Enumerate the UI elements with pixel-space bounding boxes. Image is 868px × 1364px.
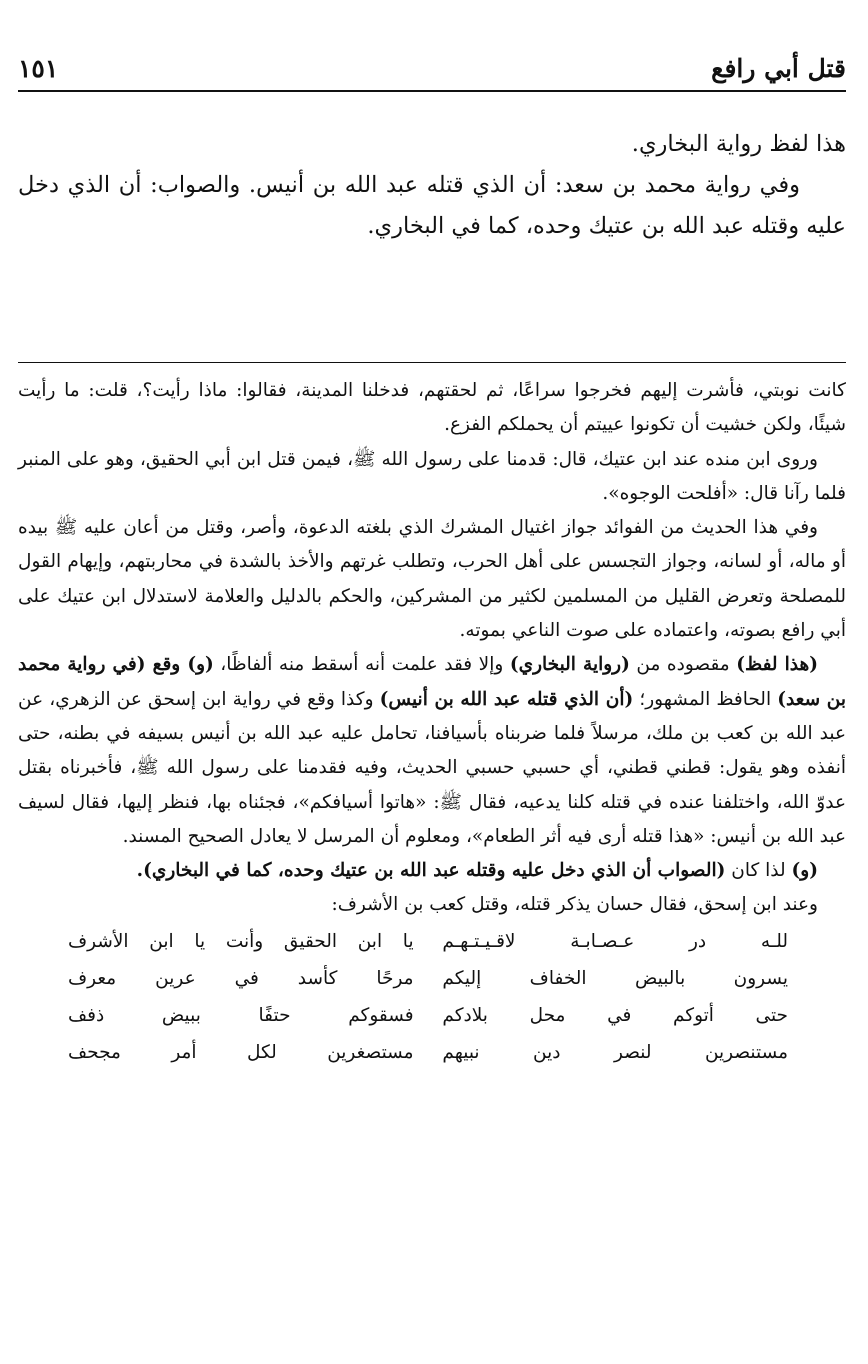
bold-phrase: (هذا لفظ) (736, 654, 819, 676)
verse-first-half: مستنصرين لنصر دين نبيهم (442, 1041, 788, 1063)
poem-verse (68, 960, 788, 997)
main-paragraph-1: هذا لفظ رواية البخاري. (631, 131, 846, 157)
text-run: مقصوده من (629, 654, 737, 676)
page-number: ١٥١ (18, 54, 59, 83)
running-title: قتل أبي رافع (711, 54, 846, 83)
verse-first-half: حتى أتوكم في محل بلادكم (442, 1004, 788, 1026)
footnote-paragraph-1: كانت نوبتي، فأشرت إليهم فخرجوا سراعًا، ثم لحقتهم، فدخلنا المدينة، فقالوا: ماذا رأيت؟، قلت: ما رأيت شيئًا، ولكن خشيت أن تكونوا عييتم أن يحملكم الفزع. (18, 380, 846, 436)
poem-verse (68, 1034, 788, 1071)
text-run: لذا كان (725, 860, 792, 882)
main-paragraph-2: وفي رواية محمد بن سعد: أن الذي قتله عبد الله بن أنيس. والصواب: أن الذي دخل عليه وقتله عبد الله بن عتيك وحده، كما في البخاري. (18, 172, 846, 239)
footnote-paragraph-3: وفي هذا الحديث من الفوائد جواز اغتيال المشرك الذي بلغته الدعوة، وأصر، وقتل من أعان عليه ﷺ بيده أو ماله، أو لسانه، وجواز التجسس على أهل الحرب، وتطلب غرتهم والأخذ بالشدة في محاربتهم، وإيهام القول للمصلحة وتعرض القليل من المسلمين لكثير من المشركين، والحكم بالدليل والعلامة لاستدلال ابن عتيك على أبي رافع بصوته، واعتماده على صوت الناعي بموته. (18, 517, 846, 642)
poem-verse (68, 997, 788, 1034)
text-run: وإلا فقد علمت أنه أسقط منه ألفاظًا، (213, 654, 510, 676)
footnote-divider (18, 362, 846, 363)
poem-intro: وعند ابن إسحق، فقال حسان يذكر قتله، وقتل كعب بن الأشرف: (331, 894, 818, 916)
verse-first-half: يسرون بالبيض الخفاف إليكم (442, 967, 788, 989)
bold-phrase: (و) (791, 860, 818, 882)
text-run: الحافظ المشهور؛ (633, 688, 778, 710)
bold-phrase: (رواية البخاري) (509, 654, 630, 676)
poem-verse (68, 923, 788, 960)
footnote-paragraph-4 (18, 648, 846, 854)
page-header (18, 52, 846, 92)
verse-second-half: يا ابن الحقيق وأنت يا ابن الأشرف (68, 930, 414, 952)
text-run: وكذا وقع في رواية ابن إسحق عن الزهري، عن عبد الله بن كعب بن ملك، مرسلاً فلما ضربناه بأسيافنا، تحامل عليه عبد الله بن أنيس بسيفه في بطنه، حتى أنفذه وهو يقول: قطني قطني، أي حسبي حسبي الحديث، وفيه فقدمنا على رسول الله ﷺ، فأخبرناه بقتل عدوّ الله، واختلفنا عنده في قتله كلنا يدعيه، فقال ﷺ: «هاتوا أسيافكم»، فجئناه بها، فنظر إليها، فقال لسيف عبد الله بن أنيس: «هذا قتله أرى فيه أثر الطعام»، ومعلوم أن المرسل لا يعادل الصحيح المسند. (18, 688, 846, 847)
verse-second-half: مرحًا كأسد في عرين معرف (68, 967, 414, 989)
main-text (18, 124, 846, 247)
bold-phrase: (أن الذي قتله عبد الله بن أنيس) (379, 688, 634, 710)
verse-second-half: فسقوكم حتفًا ببيض ذفف (68, 1004, 414, 1026)
verse-second-half: مستصغرين لكل أمر مجحف (68, 1041, 414, 1063)
poem (18, 923, 846, 1071)
footnotes (18, 374, 846, 1071)
bold-phrase: (الصواب أن الذي دخل عليه وقتله عبد الله بن عتيك وحده، كما في البخاري). (136, 860, 726, 882)
footnote-paragraph-2: وروى ابن منده عند ابن عتيك، قال: قدمنا على رسول الله ﷺ، فيمن قتل ابن أبي الحقيق، وهو على المنبر فلما رآنا قال: «أفلحت الوجوه». (18, 448, 846, 504)
footnote-paragraph-5 (18, 854, 846, 888)
bold-phrase: (و) وقع (في رواية محمد بن سعد) (18, 654, 847, 710)
verse-first-half: للـه در عـصـابـة لاقـيـتـهـم (442, 930, 788, 952)
